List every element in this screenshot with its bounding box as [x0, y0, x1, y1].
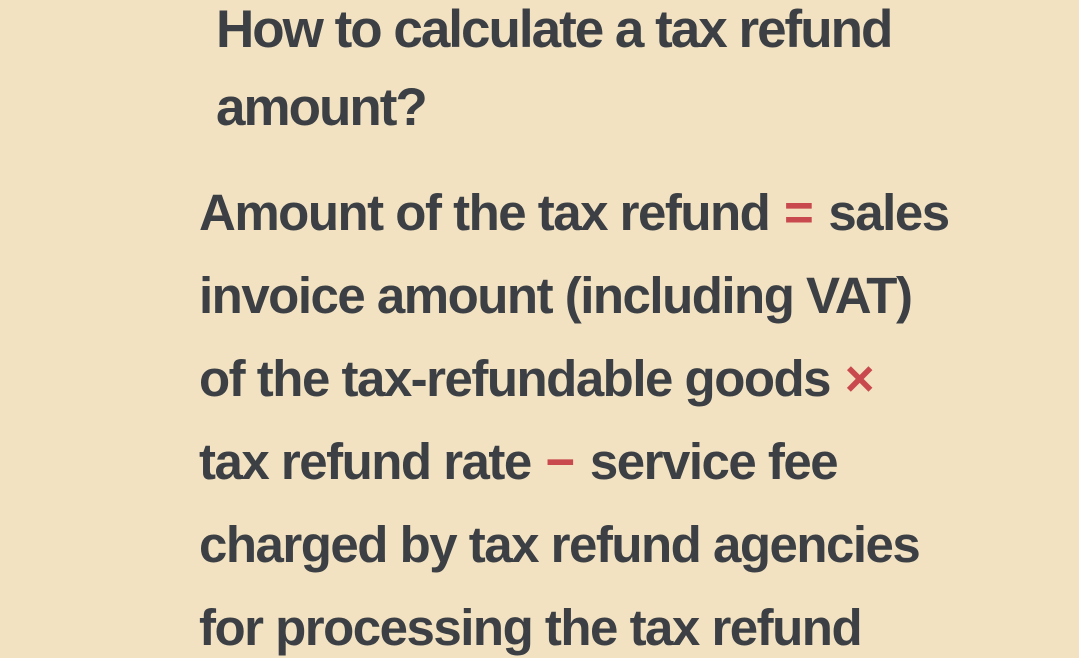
formula-text: service fee — [577, 433, 838, 490]
formula-line — [199, 337, 949, 420]
formula-line — [199, 503, 949, 586]
formula-line — [199, 254, 949, 337]
formula-text: Amount of the tax refund — [199, 184, 782, 241]
formula-line — [199, 171, 949, 254]
title-line: How to calculate a tax refund — [216, 0, 892, 59]
formula-text: sales — [815, 184, 949, 241]
multiply-operator: × — [844, 350, 875, 407]
formula-line — [199, 586, 949, 658]
title-line: amount? — [216, 78, 426, 137]
formula-text: invoice amount (including VAT) — [199, 267, 912, 324]
equals-operator: = — [783, 184, 814, 241]
formula-text: for processing the tax refund — [199, 599, 862, 656]
page-title — [216, 0, 891, 147]
formula-text: of the tax-refundable goods — [199, 350, 843, 407]
formula-text: tax refund rate — [199, 433, 544, 490]
formula-text: charged by tax refund agencies — [199, 516, 920, 573]
formula-paragraph — [199, 171, 949, 658]
minus-operator: − — [545, 433, 576, 490]
formula-line — [199, 420, 949, 503]
